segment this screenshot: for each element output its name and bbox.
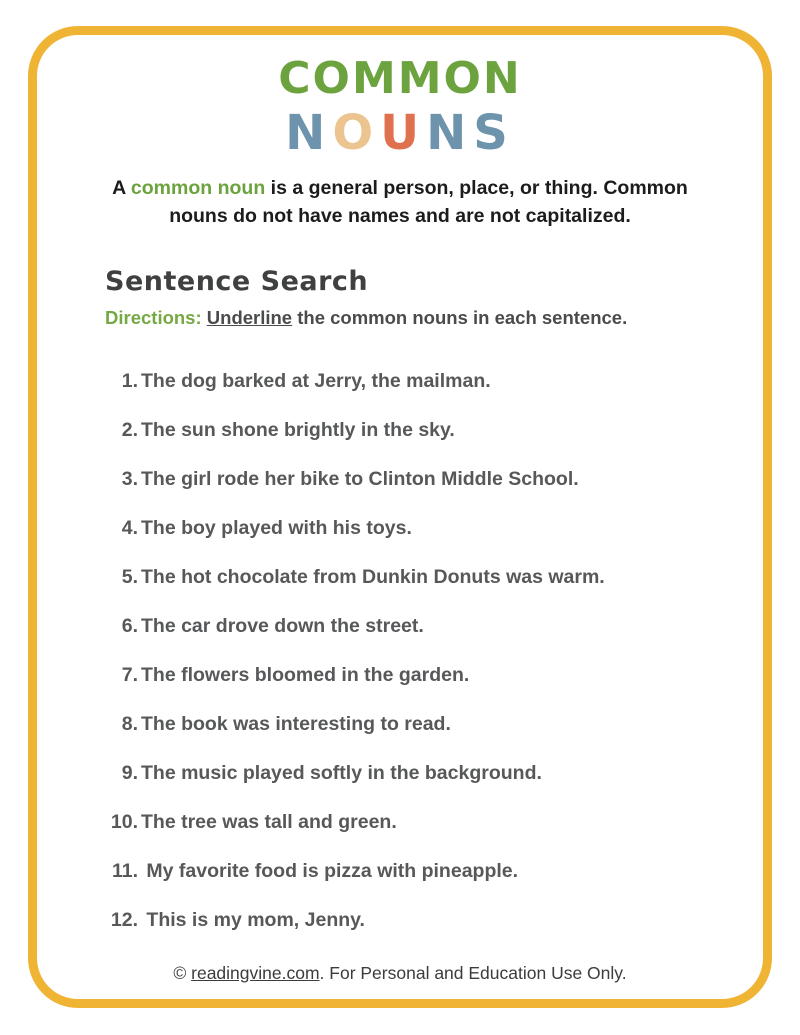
list-item bbox=[102, 518, 764, 538]
readingvine-link[interactable]: readingvine.com bbox=[191, 963, 320, 983]
list-item-text: The car drove down the street. bbox=[141, 615, 424, 637]
directions-line bbox=[105, 307, 627, 329]
sentence-list bbox=[102, 371, 764, 959]
list-item bbox=[102, 910, 764, 930]
list-item-text: The tree was tall and green. bbox=[141, 811, 397, 833]
directions-label: Directions: bbox=[105, 307, 202, 328]
list-item-text: The boy played with his toys. bbox=[141, 517, 412, 539]
list-item-text: The dog barked at Jerry, the mailman. bbox=[141, 370, 491, 392]
list-item-number: 5. bbox=[121, 566, 138, 588]
list-item bbox=[102, 420, 764, 440]
list-item bbox=[102, 469, 764, 489]
title-letter: S bbox=[473, 105, 515, 161]
list-item-text: The hot chocolate from Dunkin Donuts was warm. bbox=[141, 566, 605, 588]
intro-rest: is a general person, place, or thing. Common nouns do not have names and are not capitalized. bbox=[169, 177, 688, 228]
directions-rest: the common nouns in each sentence. bbox=[292, 307, 628, 328]
copyright-symbol: © bbox=[173, 963, 192, 983]
title-letter: O bbox=[332, 105, 381, 161]
list-item-text: The music played softly in the background. bbox=[141, 762, 542, 784]
page-title-nouns bbox=[0, 105, 800, 161]
list-item-text: The book was interesting to read. bbox=[141, 713, 451, 735]
footer-suffix: . For Personal and Education Use Only. bbox=[319, 963, 627, 983]
list-item-number: 6. bbox=[121, 615, 138, 637]
list-item bbox=[102, 763, 764, 783]
list-item bbox=[102, 371, 764, 391]
list-item bbox=[102, 714, 764, 734]
list-item-text: The flowers bloomed in the garden. bbox=[141, 664, 470, 686]
list-item bbox=[102, 616, 764, 636]
intro-text bbox=[100, 174, 700, 231]
list-item-number: 8. bbox=[121, 713, 138, 735]
list-item-text: The girl rode her bike to Clinton Middle School. bbox=[141, 468, 579, 490]
section-heading: Sentence Search bbox=[105, 266, 369, 297]
intro-highlight: common noun bbox=[130, 177, 266, 199]
list-item-text: This is my mom, Jenny. bbox=[141, 909, 365, 931]
list-item-number: 3. bbox=[121, 468, 138, 490]
list-item-number: 12. bbox=[110, 909, 138, 931]
list-item-number: 2. bbox=[121, 419, 138, 441]
list-item bbox=[102, 861, 764, 881]
list-item bbox=[102, 665, 764, 685]
list-item-text: My favorite food is pizza with pineapple. bbox=[141, 860, 519, 882]
footer bbox=[0, 963, 800, 984]
page-title-common: COMMON bbox=[278, 53, 522, 104]
title-letter: N bbox=[285, 105, 333, 161]
list-item-number: 4. bbox=[121, 517, 138, 539]
list-item-number: 1. bbox=[121, 370, 138, 392]
title-letter: U bbox=[380, 105, 427, 161]
title-letter: N bbox=[426, 105, 474, 161]
list-item bbox=[102, 812, 764, 832]
list-item-number: 11. bbox=[111, 860, 138, 882]
list-item-text: The sun shone brightly in the sky. bbox=[141, 419, 455, 441]
list-item bbox=[102, 567, 764, 587]
intro-prefix: A bbox=[112, 177, 131, 199]
list-item-number: 9. bbox=[121, 762, 138, 784]
list-item-number: 7. bbox=[121, 664, 138, 686]
list-item-number: 10. bbox=[110, 811, 138, 833]
directions-underlined-word: Underline bbox=[206, 307, 293, 328]
